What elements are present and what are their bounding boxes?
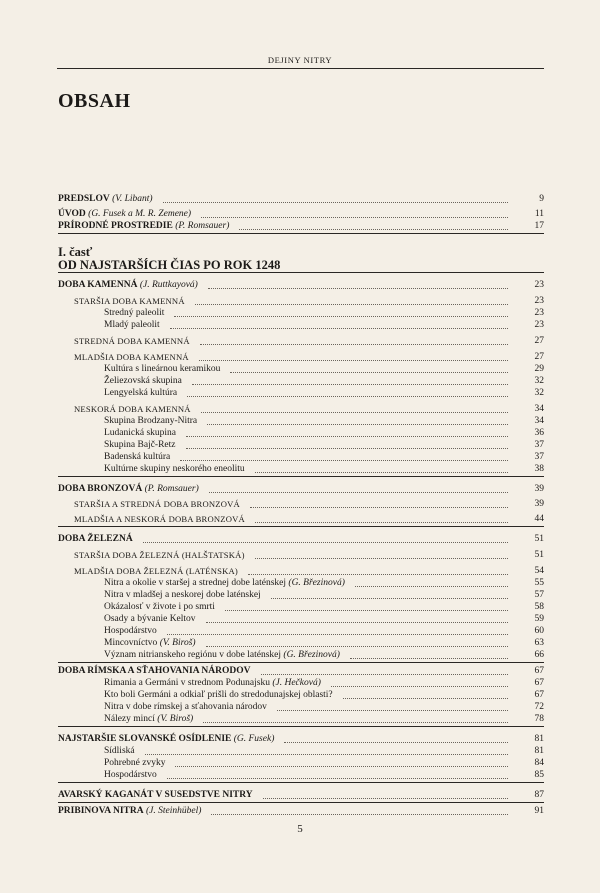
toc-entry bbox=[0, 701, 600, 713]
toc-entry-label bbox=[104, 637, 196, 649]
toc-entry bbox=[0, 613, 600, 625]
page-ref: 66 bbox=[534, 650, 544, 660]
dot-leader bbox=[263, 797, 508, 799]
toc-entry bbox=[0, 375, 600, 387]
dot-leader bbox=[175, 765, 508, 767]
chapter-title: ÚVOD bbox=[58, 209, 86, 219]
toc-entry-label bbox=[104, 307, 164, 319]
toc-entry-label bbox=[58, 805, 201, 817]
subsection-title: Kto boli Germáni a odkiaľ prišli do stredodunajskej oblasti? bbox=[104, 690, 333, 700]
toc-entry-label bbox=[104, 689, 333, 701]
running-header: DEJINY NITRY bbox=[267, 55, 333, 65]
toc-entry bbox=[0, 745, 600, 757]
dot-leader bbox=[203, 721, 508, 723]
page-ref: 51 bbox=[534, 534, 544, 544]
toc-entry bbox=[0, 689, 600, 701]
toc-entry-label bbox=[58, 208, 191, 220]
part-subtitle: OD NAJSTARŠÍCH ČIAS PO ROK 1248 bbox=[58, 258, 281, 272]
subsection-title: Mincovníctvo bbox=[104, 638, 158, 648]
page-ref: 39 bbox=[534, 484, 544, 494]
page-ref: 27 bbox=[534, 352, 544, 362]
subsection-title: Ludanická skupina bbox=[104, 428, 177, 438]
page-ref: 58 bbox=[534, 602, 544, 612]
toc-entry bbox=[0, 439, 600, 451]
section-title: MLADŠIA A NESKORÁ DOBA BRONZOVÁ bbox=[74, 514, 245, 524]
part-rule bbox=[58, 272, 544, 273]
page-ref: 84 bbox=[534, 758, 544, 768]
toc-entry bbox=[0, 805, 600, 817]
subsection-title: Pohrebné zvyky bbox=[104, 758, 166, 768]
page-ref: 38 bbox=[534, 464, 544, 474]
toc-entry-label bbox=[58, 665, 251, 677]
page-ref: 27 bbox=[534, 336, 544, 346]
page-ref: 78 bbox=[534, 714, 544, 724]
page-ref: 23 bbox=[534, 308, 544, 318]
toc-entry bbox=[0, 483, 600, 495]
toc-entry bbox=[0, 601, 600, 613]
page-ref: 51 bbox=[534, 550, 544, 560]
dot-leader bbox=[261, 673, 508, 675]
dot-leader bbox=[180, 459, 508, 461]
dot-leader bbox=[186, 447, 509, 449]
page-ref: 57 bbox=[534, 590, 544, 600]
page-ref: 54 bbox=[534, 566, 544, 576]
subsection-title: Kultúra s lineárnou keramikou bbox=[104, 364, 221, 374]
subsection-title: Nitra v dobe rímskej a sťahovania národov bbox=[104, 702, 267, 712]
toc-entry-label bbox=[74, 513, 245, 526]
toc-entry bbox=[0, 295, 600, 307]
dot-leader bbox=[250, 506, 508, 508]
toc-entry-label bbox=[104, 427, 176, 439]
toc-entry-label bbox=[104, 713, 193, 725]
subsection-title: Význam nitrianskeho regiónu v dobe laténskej bbox=[104, 650, 282, 660]
toc-entry bbox=[0, 498, 600, 510]
subsection-title: Nitra v mladšej a neskorej dobe laténskej bbox=[104, 590, 261, 600]
toc-entry-label bbox=[58, 533, 133, 545]
toc-entry bbox=[0, 713, 600, 725]
author-name: (G. Březinová) bbox=[288, 578, 345, 588]
dot-leader bbox=[239, 228, 508, 230]
page-ref: 81 bbox=[534, 746, 544, 756]
toc-entry-label bbox=[104, 439, 176, 451]
section-rule bbox=[58, 802, 544, 803]
toc-entry bbox=[0, 513, 600, 525]
page-ref: 23 bbox=[534, 296, 544, 306]
dot-leader bbox=[277, 709, 508, 711]
toc-entry bbox=[0, 677, 600, 689]
page-title: OBSAH bbox=[58, 90, 131, 112]
page-ref: 59 bbox=[534, 614, 544, 624]
toc-entry bbox=[0, 637, 600, 649]
dot-leader bbox=[248, 573, 508, 575]
page-ref: 72 bbox=[534, 702, 544, 712]
dot-leader bbox=[255, 471, 508, 473]
section-rule bbox=[58, 726, 544, 727]
page-ref: 37 bbox=[534, 452, 544, 462]
toc-entry-label bbox=[58, 733, 274, 745]
page-ref: 34 bbox=[534, 404, 544, 414]
toc-entry bbox=[0, 351, 600, 363]
author-name: (V. Libant) bbox=[112, 194, 153, 204]
dot-leader bbox=[145, 753, 508, 755]
page-ref: 34 bbox=[534, 416, 544, 426]
toc-entry bbox=[0, 565, 600, 577]
subsection-title: Nálezy mincí bbox=[104, 714, 155, 724]
toc-entry-label bbox=[104, 463, 245, 475]
subsection-title: Skupina Brodzany-Nitra bbox=[104, 416, 198, 426]
page-ref: 44 bbox=[534, 514, 544, 524]
chapter-title: PRIBINOVA NITRA bbox=[58, 806, 144, 816]
dot-leader bbox=[174, 315, 508, 317]
page-ref: 87 bbox=[534, 790, 544, 800]
dot-leader bbox=[207, 423, 508, 425]
page-ref: 67 bbox=[534, 690, 544, 700]
page-ref: 32 bbox=[534, 376, 544, 386]
chapter-title: DOBA BRONZOVÁ bbox=[58, 484, 143, 494]
toc-entry-label bbox=[104, 613, 196, 625]
toc-entry bbox=[0, 533, 600, 545]
subsection-title: Nitra a okolie v staršej a strednej dobe laténskej bbox=[104, 578, 287, 588]
author-name: (P. Romsauer) bbox=[144, 484, 199, 494]
dot-leader bbox=[343, 697, 508, 699]
author-name: (J. Ruttkayová) bbox=[139, 280, 198, 290]
toc-entry bbox=[0, 403, 600, 415]
subsection-title: Hospodárstvo bbox=[104, 626, 157, 636]
chapter-title: PREDSLOV bbox=[58, 194, 110, 204]
page-ref: 39 bbox=[534, 499, 544, 509]
toc-entry-label bbox=[74, 335, 190, 348]
author-name: (G. Březinová) bbox=[283, 650, 340, 660]
page-ref: 36 bbox=[534, 428, 544, 438]
toc-entry-label bbox=[104, 625, 157, 637]
subsection-title: Kultúrne skupiny neskorého eneolitu bbox=[104, 464, 245, 474]
section-rule bbox=[58, 782, 544, 783]
toc-entry bbox=[0, 387, 600, 399]
subsection-title: Badenská kultúra bbox=[104, 452, 171, 462]
section-title: NESKORÁ DOBA KAMENNÁ bbox=[74, 404, 191, 414]
toc-entry bbox=[0, 363, 600, 375]
page-ref: 91 bbox=[534, 806, 544, 816]
page-ref: 17 bbox=[534, 221, 544, 231]
header-rule bbox=[57, 68, 544, 69]
dot-leader bbox=[167, 777, 508, 779]
page-ref: 23 bbox=[534, 280, 544, 290]
chapter-title: PRÍRODNÉ PROSTREDIE bbox=[58, 221, 173, 231]
part-label: I. časť bbox=[58, 245, 93, 259]
page-ref: 67 bbox=[534, 678, 544, 688]
toc-entry-label bbox=[104, 363, 220, 375]
section-rule bbox=[58, 476, 544, 477]
page-ref: 29 bbox=[534, 364, 544, 374]
toc-entry-label bbox=[104, 387, 177, 399]
toc-entry bbox=[0, 769, 600, 781]
dot-leader bbox=[331, 685, 508, 687]
toc-entry-label bbox=[104, 577, 345, 589]
toc-entry-label bbox=[74, 498, 240, 511]
toc-entry-label bbox=[104, 757, 165, 769]
toc-entry-label bbox=[58, 483, 199, 495]
dot-leader bbox=[163, 201, 508, 203]
page-number: 5 bbox=[297, 823, 303, 835]
toc-entry bbox=[0, 319, 600, 331]
toc-entry bbox=[0, 220, 600, 232]
subsection-title: Sídliská bbox=[104, 746, 135, 756]
toc-entry bbox=[0, 649, 600, 661]
toc-entry-label bbox=[58, 279, 198, 291]
section-title: STREDNÁ DOBA KAMENNÁ bbox=[74, 336, 190, 346]
toc-entry bbox=[0, 307, 600, 319]
toc-entry-label bbox=[104, 601, 215, 613]
page-ref: 85 bbox=[534, 770, 544, 780]
toc-entry-label bbox=[74, 549, 245, 562]
toc-entry-label bbox=[104, 649, 340, 661]
dot-leader bbox=[195, 303, 508, 305]
toc-entry bbox=[0, 625, 600, 637]
page-ref: 32 bbox=[534, 388, 544, 398]
chapter-title: AVARSKÝ KAGANÁT V SUSEDSTVE NITRY bbox=[58, 790, 253, 800]
subsection-title: Okázalosť v živote i po smrti bbox=[104, 602, 215, 612]
dot-leader bbox=[225, 609, 508, 611]
page-ref: 55 bbox=[534, 578, 544, 588]
section-rule bbox=[58, 233, 544, 234]
toc-entry-label bbox=[58, 220, 229, 232]
toc-entry-label bbox=[58, 789, 253, 801]
subsection-title: Skupina Bajč-Retz bbox=[104, 440, 176, 450]
dot-leader bbox=[255, 557, 508, 559]
author-name: (V. Biroš) bbox=[159, 638, 196, 648]
toc-entry-label bbox=[104, 451, 170, 463]
subsection-title: Stredný paleolit bbox=[104, 308, 165, 318]
dot-leader bbox=[187, 395, 508, 397]
dot-leader bbox=[271, 597, 508, 599]
page-ref: 11 bbox=[534, 209, 544, 219]
section-title: STARŠIA A STREDNÁ DOBA BRONZOVÁ bbox=[74, 499, 240, 509]
subsection-title: Hospodárstvo bbox=[104, 770, 157, 780]
dot-leader bbox=[206, 645, 508, 647]
dot-leader bbox=[350, 657, 508, 659]
toc-entry-label bbox=[104, 589, 261, 601]
dot-leader bbox=[201, 411, 508, 413]
chapter-title: DOBA ŽELEZNÁ bbox=[58, 534, 133, 544]
toc-entry-label bbox=[104, 415, 197, 427]
toc-entry bbox=[0, 665, 600, 677]
section-title: STARŠIA DOBA KAMENNÁ bbox=[74, 296, 185, 306]
toc-entry bbox=[0, 733, 600, 745]
section-title: MLADŠIA DOBA ŽELEZNÁ (LATÉNSKA) bbox=[74, 566, 238, 576]
dot-leader bbox=[355, 585, 508, 587]
toc-entry bbox=[0, 757, 600, 769]
toc-entry-label bbox=[58, 193, 153, 205]
toc-entry-label bbox=[104, 375, 182, 387]
page-ref: 67 bbox=[534, 666, 544, 676]
section-rule bbox=[58, 526, 544, 527]
toc-entry-label bbox=[104, 701, 267, 713]
section-title: STARŠIA DOBA ŽELEZNÁ (HALŠTATSKÁ) bbox=[74, 550, 245, 560]
author-name: (P. Romsauer) bbox=[175, 221, 230, 231]
dot-leader bbox=[284, 741, 508, 743]
dot-leader bbox=[255, 521, 508, 523]
author-name: (J. Steinhübel) bbox=[145, 806, 202, 816]
chapter-title: DOBA RÍMSKA A SŤAHOVANIA NÁRODOV bbox=[58, 666, 251, 676]
toc-entry bbox=[0, 208, 600, 220]
dot-leader bbox=[199, 359, 508, 361]
dot-leader bbox=[201, 216, 508, 218]
section-rule bbox=[58, 662, 544, 663]
toc-entry-label bbox=[104, 319, 160, 331]
subsection-title: Rimania a Germáni v strednom Podunajsku bbox=[104, 678, 270, 688]
toc-entry bbox=[0, 451, 600, 463]
author-name: (J. Hečková) bbox=[272, 678, 321, 688]
toc-entry bbox=[0, 415, 600, 427]
dot-leader bbox=[206, 621, 508, 623]
dot-leader bbox=[186, 435, 508, 437]
subsection-title: Lengyelská kultúra bbox=[104, 388, 178, 398]
page-ref: 81 bbox=[534, 734, 544, 744]
chapter-title: DOBA KAMENNÁ bbox=[58, 280, 138, 290]
dot-leader bbox=[200, 343, 508, 345]
subsection-title: Osady a bývanie Keltov bbox=[104, 614, 196, 624]
toc-entry bbox=[0, 577, 600, 589]
dot-leader bbox=[211, 813, 508, 815]
chapter-title: NAJSTARŠIE SLOVANSKÉ OSÍDLENIE bbox=[58, 734, 232, 744]
section-title: MLADŠIA DOBA KAMENNÁ bbox=[74, 352, 189, 362]
page-ref: 63 bbox=[534, 638, 544, 648]
page-ref: 37 bbox=[534, 440, 544, 450]
toc-entry bbox=[0, 427, 600, 439]
toc-entry bbox=[0, 193, 600, 205]
toc-entry bbox=[0, 279, 600, 291]
author-name: (G. Fusek) bbox=[233, 734, 275, 744]
toc-entry bbox=[0, 335, 600, 347]
dot-leader bbox=[170, 327, 508, 329]
author-name: (G. Fusek a M. R. Zemene) bbox=[88, 209, 192, 219]
dot-leader bbox=[230, 371, 508, 373]
toc-entry bbox=[0, 589, 600, 601]
page-ref: 9 bbox=[539, 194, 544, 204]
author-name: (V. Biroš) bbox=[157, 714, 194, 724]
toc-entry bbox=[0, 463, 600, 475]
toc-entry-label bbox=[104, 677, 321, 689]
dot-leader bbox=[192, 383, 508, 385]
subsection-title: Mladý paleolit bbox=[104, 320, 160, 330]
dot-leader bbox=[143, 541, 508, 543]
dot-leader bbox=[209, 491, 508, 493]
toc-entry-label bbox=[104, 745, 135, 757]
dot-leader bbox=[208, 287, 508, 289]
toc-entry bbox=[0, 549, 600, 561]
page-ref: 60 bbox=[534, 626, 544, 636]
subsection-title: Želiezovská skupina bbox=[104, 376, 182, 386]
dot-leader bbox=[167, 633, 508, 635]
toc-entry bbox=[0, 789, 600, 801]
page-ref: 23 bbox=[534, 320, 544, 330]
toc-entry-label bbox=[104, 769, 157, 781]
